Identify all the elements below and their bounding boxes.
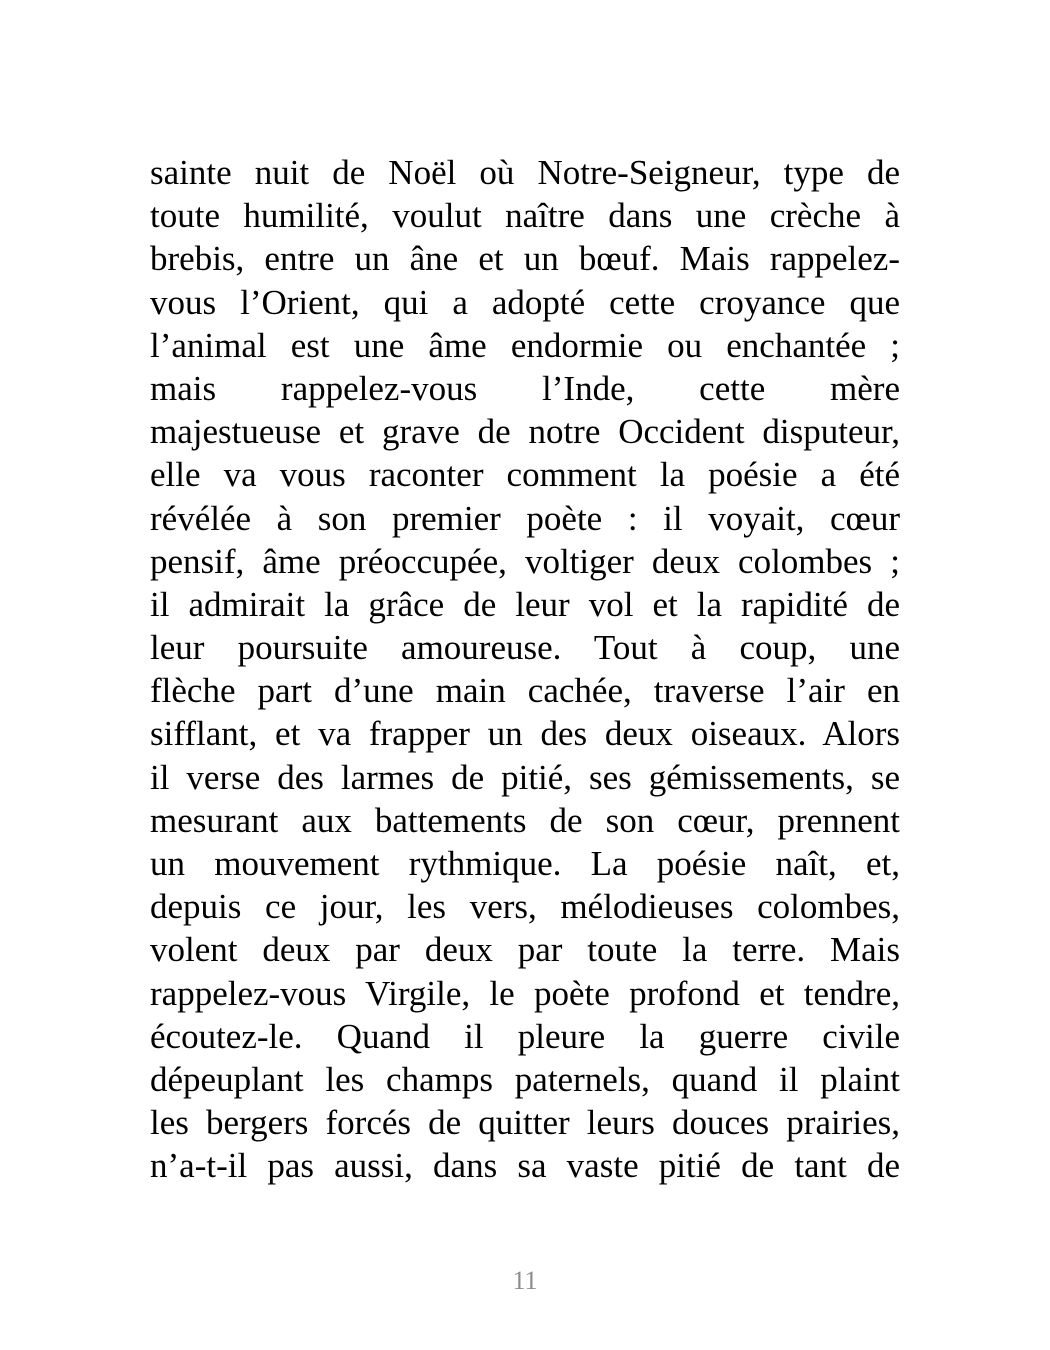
text-line-10: pensif, âme préoccupée, voltiger deux colombes ; bbox=[150, 541, 900, 581]
text-line-6: mais rappelez-vous l’Inde, cette mère bbox=[150, 368, 900, 408]
text-line-15: il verse des larmes de pitié, ses gémissements, se bbox=[150, 757, 900, 797]
text-line-7: majestueuse et grave de notre Occident disputeur, bbox=[150, 412, 900, 452]
text-line-3: brebis, entre un âne et un bœuf. Mais rappelez- bbox=[150, 239, 900, 279]
text-line-12: leur poursuite amoureuse. Tout à coup, une bbox=[150, 628, 900, 668]
text-line-17: un mouvement rythmique. La poésie naît, et, bbox=[150, 844, 900, 883]
text-line-16: mesurant aux battements de son cœur, prennent bbox=[150, 800, 900, 840]
page-number: 11 bbox=[512, 1266, 538, 1295]
text-line-5: l’animal est une âme endormie ou enchantée ; bbox=[150, 325, 900, 365]
text-line-13: flèche part d’une main cachée, traverse l’air en bbox=[150, 671, 900, 711]
text-line-18: depuis ce jour, les vers, mélodieuses colombes, bbox=[150, 887, 900, 927]
text-line-23: les bergers forcés de quitter leurs douces prairies, bbox=[150, 1103, 900, 1143]
text-line-20: rappelez-vous Virgile, le poète profond et tendre, bbox=[150, 973, 900, 1013]
text-line-4: vous l’Orient, qui a adopté cette croyance que bbox=[150, 282, 900, 322]
text-line-2: toute humilité, voulut naître dans une crèche à bbox=[150, 196, 900, 236]
text-line-9: révélée à son premier poète : il voyait, cœur bbox=[150, 498, 900, 538]
text-line-19: volent deux par deux par toute la terre. Mais bbox=[150, 930, 900, 970]
text-line-11: il admirait la grâce de leur vol et la rapidité de bbox=[150, 584, 900, 624]
text-line-8: elle va vous raconter comment la poésie a été bbox=[150, 455, 900, 495]
text-line-1: sainte nuit de Noël où Notre-Seigneur, type de bbox=[150, 153, 900, 192]
body-text bbox=[150, 151, 900, 1188]
text-line-24: n’a-t-il pas aussi, dans sa vaste pitié de tant de bbox=[150, 1146, 900, 1186]
text-line-22: dépeuplant les champs paternels, quand il plaint bbox=[150, 1059, 900, 1099]
text-line-14: sifflant, et va frapper un des deux oiseaux. Alors bbox=[150, 714, 900, 754]
text-line-21: écoutez-le. Quand il pleure la guerre civile bbox=[150, 1016, 900, 1056]
